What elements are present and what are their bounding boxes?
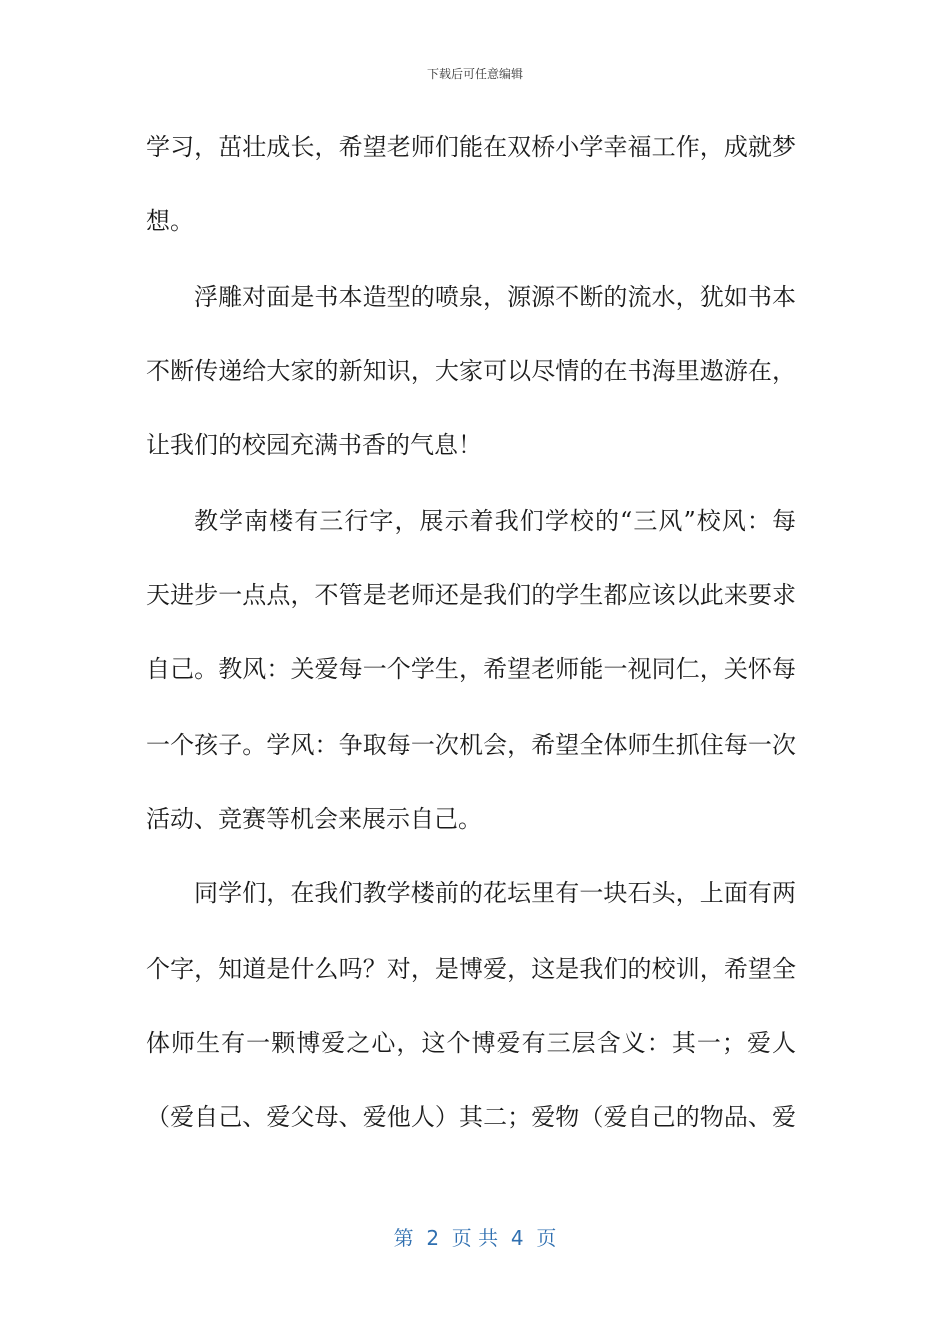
page-number-footer: 第 2 页 共 4 页 xyxy=(393,1226,557,1250)
body-line-9: 一个孩子。学风：争取每一次机会，希望全体师生抓住每一次 xyxy=(146,731,796,759)
body-line-3: 浮雕对面是书本造型的喷泉，源源不断的流水，犹如书本 xyxy=(194,283,796,311)
body-line-7: 天进步一点点，不管是老师还是我们的学生都应该以此来要求 xyxy=(146,581,796,609)
body-line-8: 自己。教风：关爱每一个学生，希望老师能一视同仁，关怀每 xyxy=(146,655,796,683)
header-note: 下载后可任意编辑 xyxy=(426,67,523,81)
body-line-12: 个字，知道是什么吗？对，是博爱，这是我们的校训，希望全 xyxy=(146,955,796,983)
body-line-4: 不断传递给大家的新知识，大家可以尽情的在书海里遨游在， xyxy=(146,357,796,385)
body-line-14: （爱自己、爱父母、爱他人）其二；爱物（爱自己的物品、爱 xyxy=(146,1103,796,1131)
body-line-5: 让我们的校园充满书香的气息！ xyxy=(146,431,482,459)
body-line-6: 教学南楼有三行字，展示着我们学校的“三风”校风：每 xyxy=(194,507,796,535)
body-line-1: 学习，茁壮成长，希望老师们能在双桥小学幸福工作，成就梦 xyxy=(146,133,796,161)
body-line-10: 活动、竞赛等机会来展示自己。 xyxy=(146,805,482,833)
body-line-13: 体师生有一颗博爱之心，这个博爱有三层含义：其一；爱人 xyxy=(146,1029,796,1057)
body-line-11: 同学们，在我们教学楼前的花坛里有一块石头，上面有两 xyxy=(194,879,796,907)
body-line-2: 想。 xyxy=(146,207,194,235)
